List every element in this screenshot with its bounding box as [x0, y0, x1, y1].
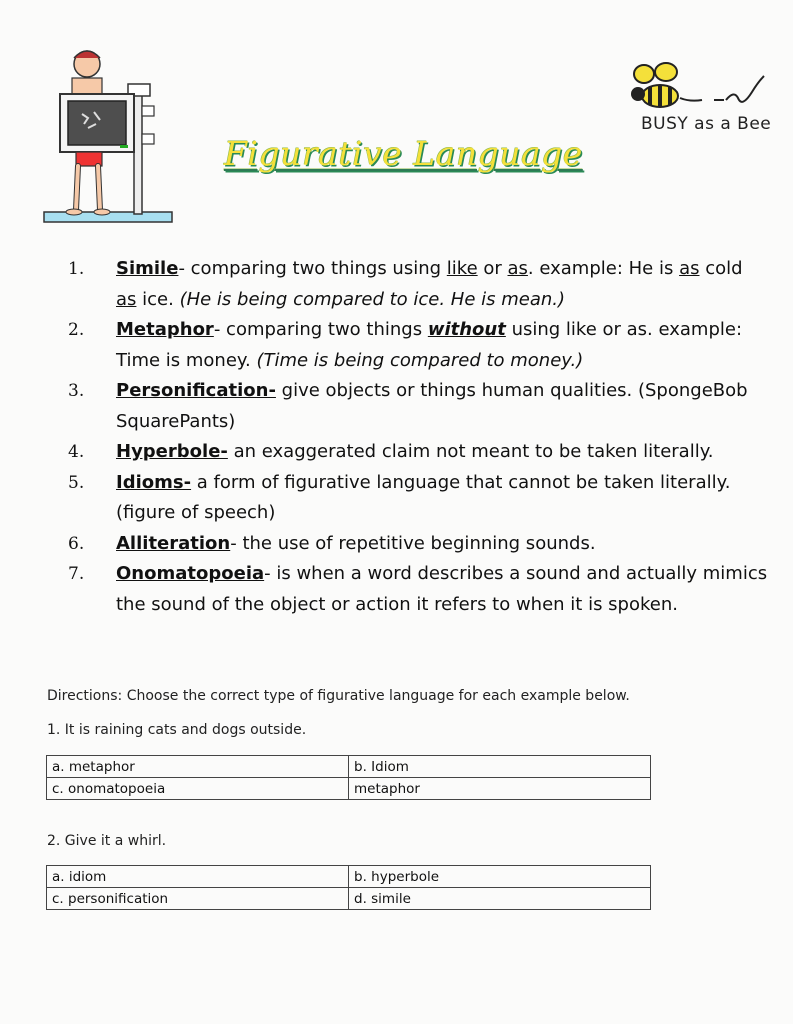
definition-text — [116, 468, 768, 529]
xray-man-illustration — [42, 44, 176, 230]
definition-text — [116, 529, 768, 560]
definition-fragment: a form of figurative language that cannot be taken literally. (figure of speech) — [116, 471, 731, 523]
definition-number: 6. — [68, 533, 85, 554]
term-keyword: Onomatopoeia — [116, 563, 265, 584]
definition-fragment: - comparing two things — [213, 319, 428, 340]
definition-fragment: without — [427, 319, 506, 340]
definition-text — [116, 376, 768, 437]
definition-fragment: (He is being compared to ice. He is mean.) — [179, 288, 566, 310]
term-keyword: Metaphor — [116, 319, 214, 340]
choice-option[interactable]: b. Idiom — [349, 756, 651, 778]
definition-number: 2. — [68, 320, 85, 340]
definition-number: 5. — [68, 472, 85, 493]
definition-item — [68, 376, 768, 437]
choice-option[interactable]: a. idiom — [47, 866, 349, 888]
brand-text: BUSY as a Bee — [641, 114, 772, 134]
definition-item — [68, 468, 768, 529]
definition-fragment: or — [477, 258, 508, 279]
definition-fragment: give objects or things human qualities. (SpongeBob SquarePants) — [116, 380, 748, 432]
definition-fragment: as — [507, 258, 528, 279]
definition-item — [68, 529, 768, 560]
page-title: Figurative Language — [224, 134, 583, 173]
choice-option[interactable]: b. hyperbole — [349, 866, 651, 888]
definition-item — [68, 315, 768, 376]
directions-text: Directions: Choose the correct type of figurative language for each example below. — [47, 688, 630, 704]
definition-fragment: (Time is being compared to money.) — [256, 349, 584, 371]
definition-number: 7. — [68, 564, 85, 584]
choice-option[interactable]: c. onomatopoeia — [47, 778, 349, 800]
choice-option[interactable]: c. personification — [47, 888, 349, 910]
term-keyword: Alliteration — [116, 532, 231, 554]
definition-fragment: - comparing two things using — [178, 258, 447, 279]
term-keyword: Personification- — [116, 380, 276, 401]
definition-fragment: like — [446, 258, 478, 279]
definition-fragment: as — [679, 258, 700, 279]
question-2-prompt: 2. Give it a whirl. — [47, 833, 167, 849]
definition-number: 4. — [68, 442, 85, 462]
choice-option[interactable]: a. metaphor — [47, 756, 349, 778]
definition-fragment: an exaggerated claim not meant to be taken literally. — [227, 441, 714, 462]
definition-fragment: cold — [699, 258, 743, 279]
definition-fragment: as — [116, 288, 137, 310]
definition-text — [116, 437, 768, 468]
definition-fragment: ice. — [136, 288, 180, 310]
definition-fragment: - is when a word describes a sound and actually mimics the sound of the object or action it refers to when it is spoken. — [116, 563, 768, 615]
definition-item — [68, 559, 768, 620]
definition-item — [68, 254, 768, 315]
definition-text — [116, 254, 768, 315]
definition-text — [116, 315, 768, 376]
bee-logo-icon — [630, 62, 770, 112]
term-keyword: Hyperbole- — [116, 441, 228, 462]
definition-fragment: - the use of repetitive beginning sounds. — [230, 532, 596, 554]
choice-option[interactable]: metaphor — [349, 778, 651, 800]
term-keyword: Simile — [116, 258, 179, 279]
definition-fragment: . example: He is — [527, 258, 680, 279]
question-2-choices — [46, 865, 651, 910]
definition-fragment: using like or as. example: Time is money. — [116, 319, 743, 371]
definition-number: 1. — [68, 259, 85, 279]
definition-text — [116, 559, 768, 620]
definitions-list — [68, 254, 768, 620]
definition-number: 3. — [68, 381, 85, 401]
question-1-choices — [46, 755, 651, 800]
choice-option[interactable]: d. simile — [349, 888, 651, 910]
term-keyword: Idioms- — [116, 471, 192, 493]
definition-item — [68, 437, 768, 468]
question-1-prompt: 1. It is raining cats and dogs outside. — [47, 722, 307, 738]
